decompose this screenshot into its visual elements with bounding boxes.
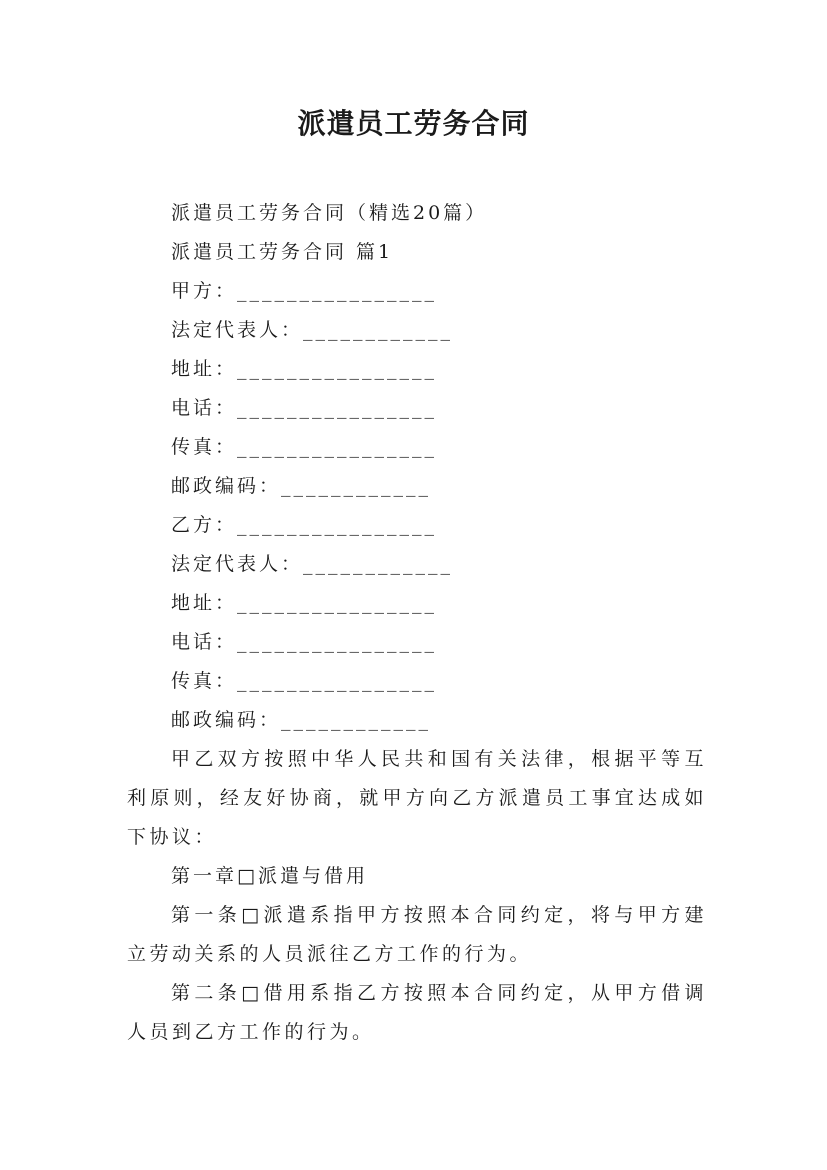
- party-a-address: 地址：________________: [171, 358, 438, 380]
- party-b-postcode: 邮政编码：____________: [171, 709, 432, 731]
- article-2-paragraph: 第二条□借用系指乙方按照本合同约定，从甲方借调人员到乙方工作的行为。: [127, 982, 707, 1043]
- section-heading: 派遣员工劳务合同 篇1: [171, 241, 394, 263]
- preamble-paragraph: 甲乙双方按照中华人民共和国有关法律，根据平等互利原则，经友好协商，就甲方向乙方派遣员工事宜达成如下协议：: [127, 748, 707, 848]
- party-b-representative: 法定代表人：____________: [171, 553, 454, 575]
- chapter-heading: 第一章□派遣与借用: [171, 865, 368, 887]
- party-a-fax: 传真：________________: [171, 436, 438, 458]
- document-subtitle: 派遣员工劳务合同（精选20篇）: [171, 202, 488, 224]
- party-a-phone: 电话：________________: [171, 397, 438, 419]
- party-b-phone: 电话：________________: [171, 631, 438, 653]
- party-b-name: 乙方：________________: [171, 514, 438, 536]
- party-b-address: 地址：________________: [171, 592, 438, 614]
- party-a-postcode: 邮政编码：____________: [171, 475, 432, 497]
- party-a-representative: 法定代表人：____________: [171, 319, 454, 341]
- document-body: [127, 194, 707, 1052]
- document-title: 派遣员工劳务合同: [297, 107, 530, 140]
- article-1-paragraph: 第一条□派遣系指甲方按照本合同约定，将与甲方建立劳动关系的人员派往乙方工作的行为。: [127, 904, 707, 965]
- party-a-name: 甲方：________________: [171, 280, 438, 302]
- party-b-fax: 传真：________________: [171, 670, 438, 692]
